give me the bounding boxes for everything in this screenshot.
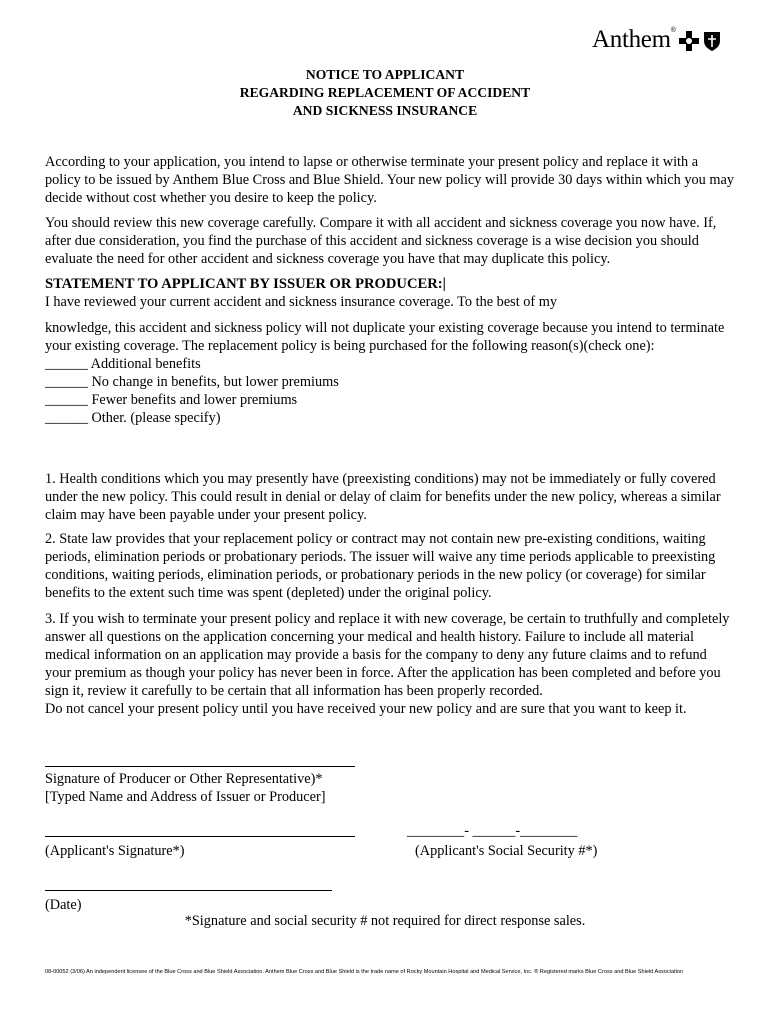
applicant-signature-label: (Applicant's Signature*) <box>45 843 185 859</box>
producer-signature-label: Signature of Producer or Other Representative)* <box>45 771 323 787</box>
point-3 <box>45 610 735 718</box>
reason-option: ______ Fewer benefits and lower premiums <box>45 392 298 408</box>
point-2: 2. State law provides that your replacement policy or contract may not contain new pre-existing conditions, waiting periods, elimination periods or probationary periods. The issuer will waive any time periods applicable to preexisting conditions, waiting periods, elimination periods, or probationary periods in the new policy (or coverage) for similar benefits to the extent such time was spent (depleted) under the original policy. <box>45 531 716 601</box>
ssn-label: (Applicant's Social Security #*) <box>415 843 598 859</box>
intro-paragraph: According to your application, you intend to lapse or otherwise terminate your present policy and replace it with a policy to be issued by Anthem Blue Cross and Blue Shield. Your new policy will provide 30 days within which you may decide without cost whether you desire to keep the policy. <box>45 154 734 206</box>
statement-line-1: I have reviewed your current accident and sickness insurance coverage. To the best of my <box>45 294 558 310</box>
do-not-cancel-text: Do not cancel your present policy until you have received your new policy and are sure that you want to keep it. <box>45 701 687 717</box>
date-label: (Date) <box>45 897 82 913</box>
signature-note: *Signature and social security # not required for direct response sales. <box>184 913 586 929</box>
document-title <box>0 66 770 120</box>
footer-legal-text: 08-00052 (3/06) An independent licensee of the Blue Cross and Blue Shield Association. Anthem Blue Cross and Blue Shield is the trade name of Rocky Mountain Hospital and Medical Service, Inc. ® Registered marks Blue Cross and Blue Shield Association <box>45 969 684 975</box>
review-paragraph: You should review this new coverage carefully. Compare it with all accident and sickness coverage you now have. If, after due consideration, you find the purchase of this accident and sickness coverage is a wise decision you should evaluate the need for other accident and sickness coverage you have that may duplicate this policy. <box>45 215 717 267</box>
title-line-3: AND SICKNESS INSURANCE <box>292 103 478 118</box>
statement-body <box>45 319 735 427</box>
ssn-blank[interactable]: ________- ______-________ <box>407 823 578 839</box>
blue-shield-icon <box>702 30 722 52</box>
statement-line-2: knowledge, this accident and sickness policy will not duplicate your existing coverage because you intend to terminate your existing coverage. The replacement policy is being purchased for the following reason(s)(check one): <box>45 320 725 354</box>
anthem-logo <box>592 22 722 52</box>
title-line-1: NOTICE TO APPLICANT <box>305 67 465 82</box>
logo-registered-mark: ® <box>670 27 676 34</box>
applicant-signature-line[interactable] <box>45 836 355 837</box>
reason-option: ______ Additional benefits <box>45 356 201 372</box>
producer-signature-line[interactable] <box>45 766 355 767</box>
reason-option: ______ No change in benefits, but lower premiums <box>45 374 339 390</box>
blue-cross-icon <box>678 30 700 52</box>
title-line-2: REGARDING REPLACEMENT OF ACCIDENT <box>239 85 531 100</box>
statement-heading: STATEMENT TO APPLICANT BY ISSUER OR PRODUCER:| <box>45 276 446 292</box>
reason-option: ______ Other. (please specify) <box>45 410 221 426</box>
point-1: 1. Health conditions which you may presently have (preexisting conditions) may not be immediately or fully covered under the new policy. This could result in denial or delay of claim for benefits under the new policy, whereas a similar claim may have been payable under your present policy. <box>45 471 721 523</box>
logo-wordmark: Anthem <box>592 26 671 53</box>
point-3-text: 3. If you wish to terminate your present policy and replace it with new coverage, be certain to truthfully and completely answer all questions on the application concerning your medical and health history. Failure to include all material medical information on an application may provide a basis for the company to deny any future claims and to refund your premium as though your policy has never been in force. After the application has been completed and before you sign it, review it carefully to be certain that all information has been properly recorded. <box>45 611 730 699</box>
date-line[interactable] <box>45 890 332 891</box>
statement-section <box>45 275 735 311</box>
typed-name-label: [Typed Name and Address of Issuer or Producer] <box>45 789 326 805</box>
